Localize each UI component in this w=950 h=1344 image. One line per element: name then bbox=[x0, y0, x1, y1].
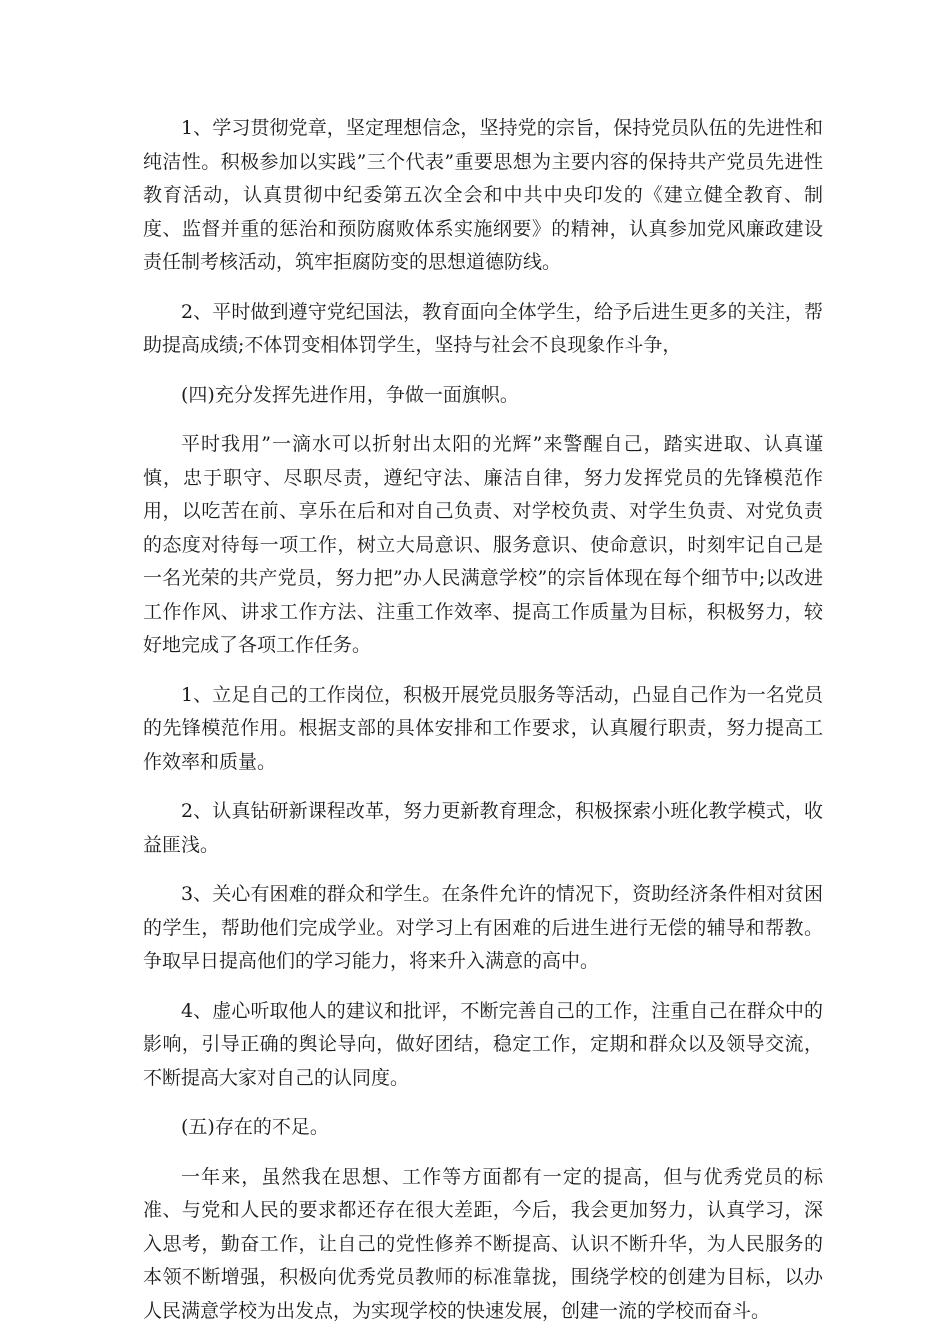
section-heading-5: (五)存在的不足。 bbox=[181, 1116, 329, 1138]
paragraph-2: 2、平时做到遵守党纪国法，教育面向全体学生，给予后进生更多的关注，帮助提高成绩;不体罚变相体罚学生，坚持与社会不良现象作斗争， bbox=[143, 300, 823, 356]
paragraph-5: 2、认真钻研新课程改革，努力更新教育理念，积极探索小班化教学模式，收益匪浅。 bbox=[143, 800, 823, 856]
paragraph-3: 平时我用”一滴水可以折射出太阳的光辉”来警醒自己，踏实进取、认真谨慎，忠于职守、尽职尽责，遵纪守法、廉洁自律，努力发挥党员的先锋模范作用，以吃苦在前、享乐在后和对自己负责、对学校负责、对学生负责、对党负责的态度对待每一项工作，树立大局意识、服务意识、使命意识，时刻牢记自己是一名光荣的共产党员，努力把”办人民满意学校”的宗旨体现在每个细节中;以改进工作作风、讲求工作方法、注重工作效率、提高工作质量为目标，积极努力，较好地完成了各项工作任务。 bbox=[143, 433, 823, 656]
section-heading-4: (四)充分发挥先进作用，争做一面旗帜。 bbox=[181, 383, 519, 406]
paragraph-6: 3、关心有困难的群众和学生。在条件允许的情况下，资助经济条件相对贫困的学生，帮助他们完成学业。对学习上有困难的后进生进行无偿的辅导和帮教。争取早日提高他们的学习能力，将来升入满意的高中。 bbox=[143, 883, 823, 972]
document-body bbox=[143, 112, 823, 1344]
paragraph-8: 一年来，虽然我在思想、工作等方面都有一定的提高，但与优秀党员的标准、与党和人民的要求都还存在很大差距，今后，我会更加努力，认真学习，深入思考，勤奋工作，让自己的党性修养不断提高、认识不断升华，为人民服务的本领不断增强，积极向优秀党员教师的标准靠拢，围绕学校的创建为目标，以办人民满意学校为出发点，为实现学校的快速发展，创建一流的学校而奋斗。 bbox=[143, 1165, 823, 1322]
paragraph-4: 1、立足自己的工作岗位，积极开展党员服务等活动，凸显自己作为一名党员的先锋模范作用。根据支部的具体安排和工作要求，认真履行职责，努力提高工作效率和质量。 bbox=[143, 683, 823, 773]
paragraph-7: 4、虚心听取他人的建议和批评，不断完善自己的工作，注重自己在群众中的影响，引导正确的舆论导向，做好团结，稳定工作，定期和群众以及领导交流，不断提高大家对自己的认同度。 bbox=[143, 999, 823, 1089]
paragraph-1: 1、学习贯彻党章，坚定理想信念，坚持党的宗旨，保持党员队伍的先进性和纯洁性。积极参加以实践”三个代表”重要思想为主要内容的保持共产党员先进性教育活动，认真贯彻中纪委第五次全会和中共中央印发的《建立健全教育、制度、监督并重的惩治和预防腐败体系实施纲要》的精神，认真参加党风廉政建设责任制考核活动，筑牢拒腐防变的思想道德防线。 bbox=[143, 117, 823, 273]
